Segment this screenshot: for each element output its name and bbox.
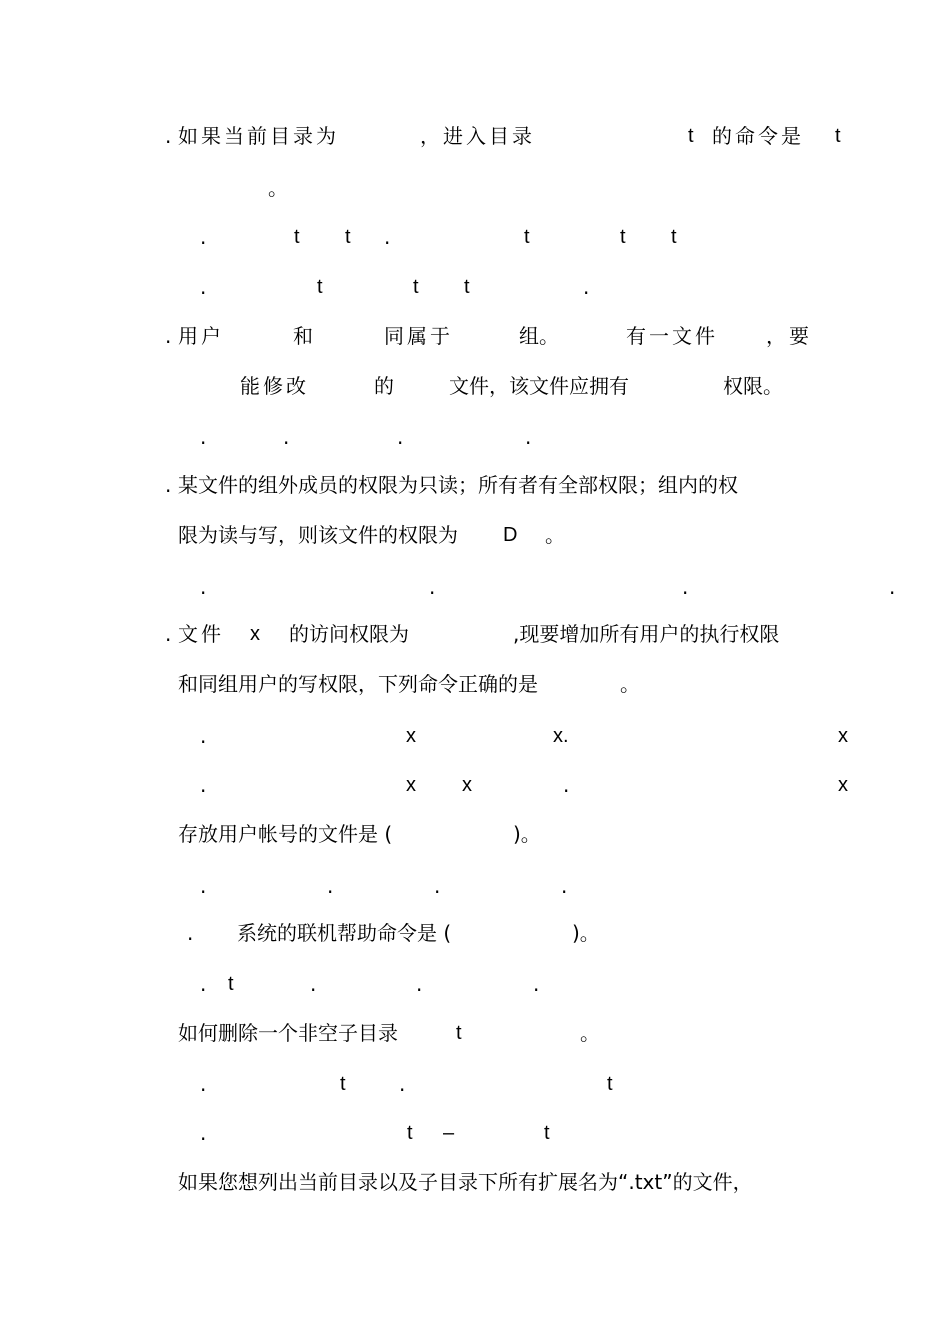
q4-text-1a: 文件 [178,622,224,646]
q7-t: t [456,1022,462,1044]
q7-optA-dot: . [200,1072,207,1096]
q2-text-2b: 的 [374,374,394,398]
q4-line-2: 和同组用户的写权限，下列命令正确的是 [178,672,538,696]
q6-number: . [187,921,194,945]
q3-line-1: 某文件的组外成员的权限为只读；所有者有全部权限；组内的权 [178,473,738,497]
q4-optA-x2: x. [553,725,569,747]
q8-text: 如果您想列出当前目录以及子目录下所有扩展名为“.txt”的文件， [178,1170,753,1194]
q2-text-1a: 用户 [178,324,224,348]
q2-text-1e: 有一文件 [626,324,718,348]
q6-option-dot: . [310,972,317,996]
q7-optB-t1: t [407,1122,413,1144]
q2-text-2d: 权限。 [723,374,783,398]
q1-optA-dot: . [200,225,207,249]
q5-option-dot: . [327,874,334,898]
q4-optB-x3: x [838,774,848,796]
q4-text-1c: 的访问权限为 [289,622,409,646]
q1-t-1: t [688,125,694,147]
q1-number: . [165,124,172,148]
q2-option-dot: . [283,425,290,449]
q6-end: )。 [572,921,600,945]
q1-optB-t2: t [620,226,626,248]
q1-text-3: 的命令是 [712,124,804,148]
q7-text: 如何删除一个非空子目录 [178,1021,398,1045]
q2-option-dot: . [200,425,207,449]
q3-answer: D [503,524,518,546]
q3-option-dot: . [200,575,207,599]
q3-end: 。 [545,523,565,547]
q2-option-dot: . [397,425,404,449]
q5-text: 存放用户帐号的文件是 ( [178,822,393,846]
q1-end: 。 [268,176,288,200]
q3-option-dot: . [429,575,436,599]
q4-end: 。 [620,672,640,696]
q7-optA-t2: t [607,1073,613,1095]
q1-optB-t3: t [671,226,677,248]
q1-optA-t2: t [345,226,351,248]
q7-end: 。 [580,1021,600,1045]
q4-number: . [165,622,172,646]
q3-option-dot: . [889,575,896,599]
q5-option-dot: . [561,874,568,898]
q4-text-1d: ,现要增加所有用户的执行权限 [513,622,780,646]
q6-option-dot: . [533,972,540,996]
q2-text-1d: 组。 [519,324,559,348]
q1-text-1: 如果当前目录为 [178,124,339,148]
q5-option-dot: . [434,874,441,898]
q2-text-2a: 能修改 [240,374,309,398]
q6-option-dot: . [416,972,423,996]
q2-option-dot: . [525,425,532,449]
q1-optB-t1: t [524,226,530,248]
q6-optA-t: t [228,973,234,995]
q1-optB-dot: . [384,225,391,249]
q6-text: 系统的联机帮助命令是 ( [237,921,452,945]
q4-x: x [250,623,260,645]
q4-optB-x2: x [462,774,472,796]
q1-text-2: ，进入目录 [420,124,535,148]
q2-text-1f: ，要 [766,324,812,348]
q3-line-2: 限为读与写，则该文件的权限为 [178,523,458,547]
q4-optB-dot2: . [563,773,570,797]
q1-optC-t2: t [413,276,419,298]
q7-optB-dot: . [200,1121,207,1145]
q4-optA-x1: x [406,725,416,747]
q7-optB-dash: – [443,1122,455,1144]
q2-text-2c: 文件，该文件应拥有 [449,374,629,398]
q2-text-1c: 同属于 [384,324,453,348]
q6-optA-dot: . [200,972,207,996]
q1-optC-t3: t [464,276,470,298]
q4-optA-x3: x [838,725,848,747]
q4-optA-dot: . [200,724,207,748]
q5-option-dot: . [200,874,207,898]
q3-number: . [165,473,172,497]
q4-optB-x1: x [406,774,416,796]
q1-optC-t1: t [317,276,323,298]
q2-text-1b: 和 [293,324,313,348]
q4-optB-dot: . [200,773,207,797]
q1-optA-t1: t [294,226,300,248]
q1-optC-dot: . [200,275,207,299]
q7-optA-t1: t [340,1073,346,1095]
q7-optB-t2: t [544,1122,550,1144]
q1-t-2: t [835,125,841,147]
q7-optA-dot2: . [399,1072,406,1096]
q2-number: . [165,324,172,348]
q1-optD-dot: . [583,275,590,299]
q5-end: )。 [513,822,541,846]
q3-option-dot: . [682,575,689,599]
